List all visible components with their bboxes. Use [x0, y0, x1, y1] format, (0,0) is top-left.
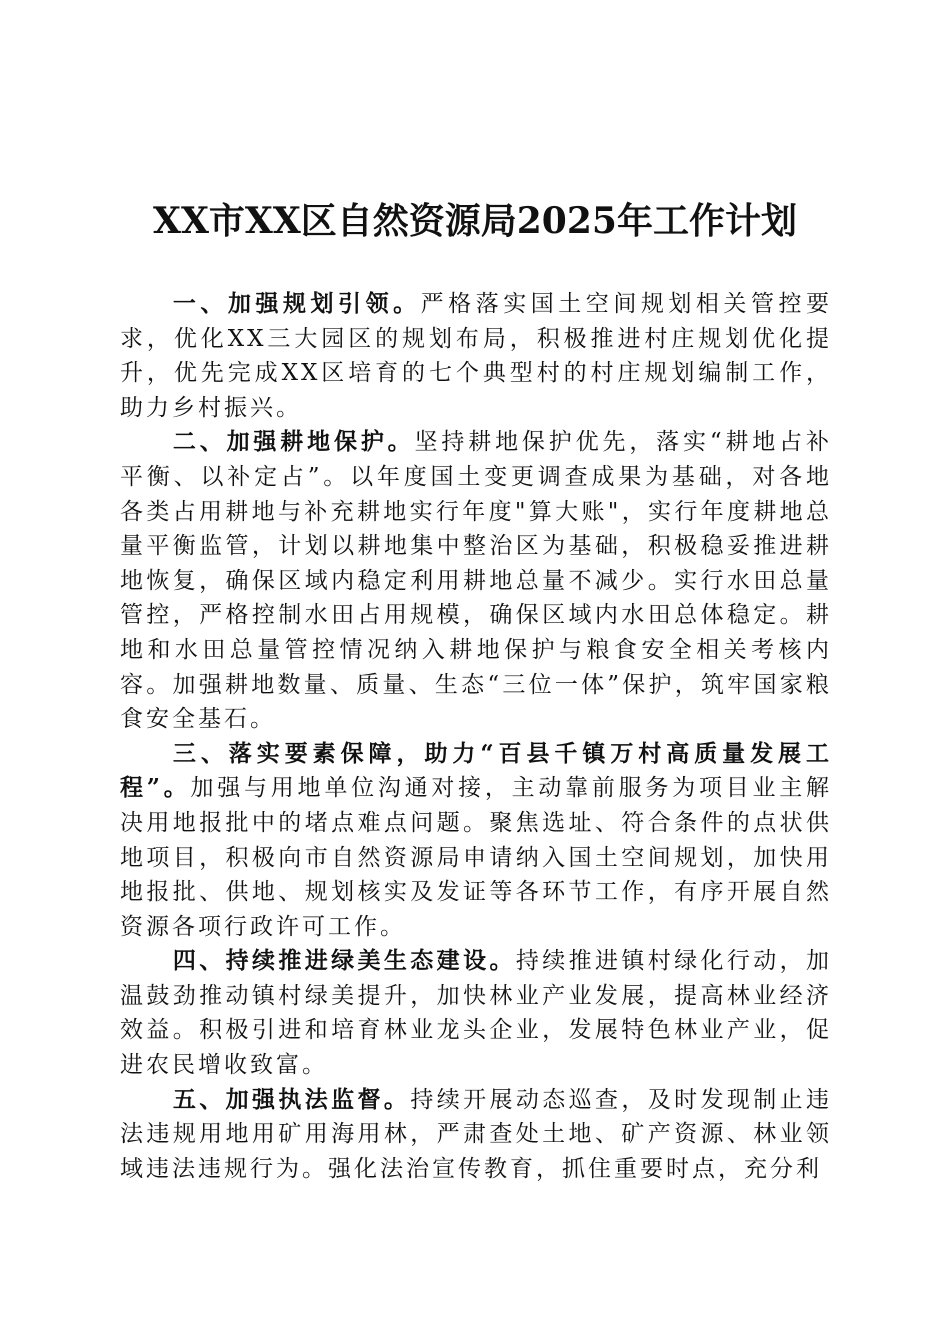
section-heading: 五、加强执法监督。	[172, 1085, 411, 1113]
paragraph-section-2	[120, 425, 832, 736]
section-body: 加强与用地单位沟通对接，主动靠前服务为项目业主解决用地报批中的堵点难点问题。聚焦选址、符合条件的点状供地项目，积极向市自然资源局申请纳入国土空间规划，加快用地报批、供地、规划核实及发证等各环节工作，有序开展自然资源各项行政许可工作。	[120, 775, 833, 940]
document-body	[120, 287, 832, 1186]
paragraph-section-3	[120, 737, 832, 945]
section-body: 严格落实国土空间规划相关管控要求，优化XX三大园区的规划布局，积极推进村庄规划优化提升，优先完成XX区培育的七个典型村的村庄规划编制工作，助力乡村振兴。	[120, 291, 833, 421]
section-body: 持续推进镇村绿化行动，加温鼓劲推动镇村绿美提升，加快林业产业发展，提高林业经济效益。积极引进和培育林业龙头企业，发展特色林业产业，促进农民增收致富。	[120, 948, 833, 1079]
paragraph-section-4	[120, 944, 832, 1082]
document-title: XX市XX区自然资源局2025年工作计划	[153, 200, 797, 242]
paragraph-section-1	[120, 287, 832, 425]
section-body: 持续开展动态巡查，及时发现制止违法违规用地用矿用海用林，严肃查处土地、矿产资源、林业领域违法违规行为。强化法治宣传教育，抓住重要时点，充分利	[120, 1086, 833, 1182]
section-heading: 二、加强耕地保护。	[172, 428, 415, 456]
paragraph-section-5	[120, 1083, 832, 1187]
section-heading: 三、落实要素保障，助力“百县千镇万村高质量发展工程”。	[120, 739, 832, 802]
section-heading: 一、加强规划引领。	[172, 290, 421, 317]
section-heading: 四、持续推进绿美生态建设。	[172, 947, 516, 975]
section-body: 坚持耕地保护优先，落实“耕地占补平衡、以补定占”。以年度国土变更调查成果为基础，对各地各类占用耕地与补充耕地实行年度"算大账"，实行年度耕地总量平衡监管，计划以耕地集中整治区为基础，积极稳妥推进耕地恢复，确保区域内稳定利用耕地总量不减少。实行水田总量管控，严格控制水田占用规模，确保区域内水田总体稳定。耕地和水田总量管控情况纳入耕地保护与粮食安全相关考核内容。加强耕地数量、质量、生态“三位一体”保护，筑牢国家粮食安全基石。	[120, 429, 833, 733]
